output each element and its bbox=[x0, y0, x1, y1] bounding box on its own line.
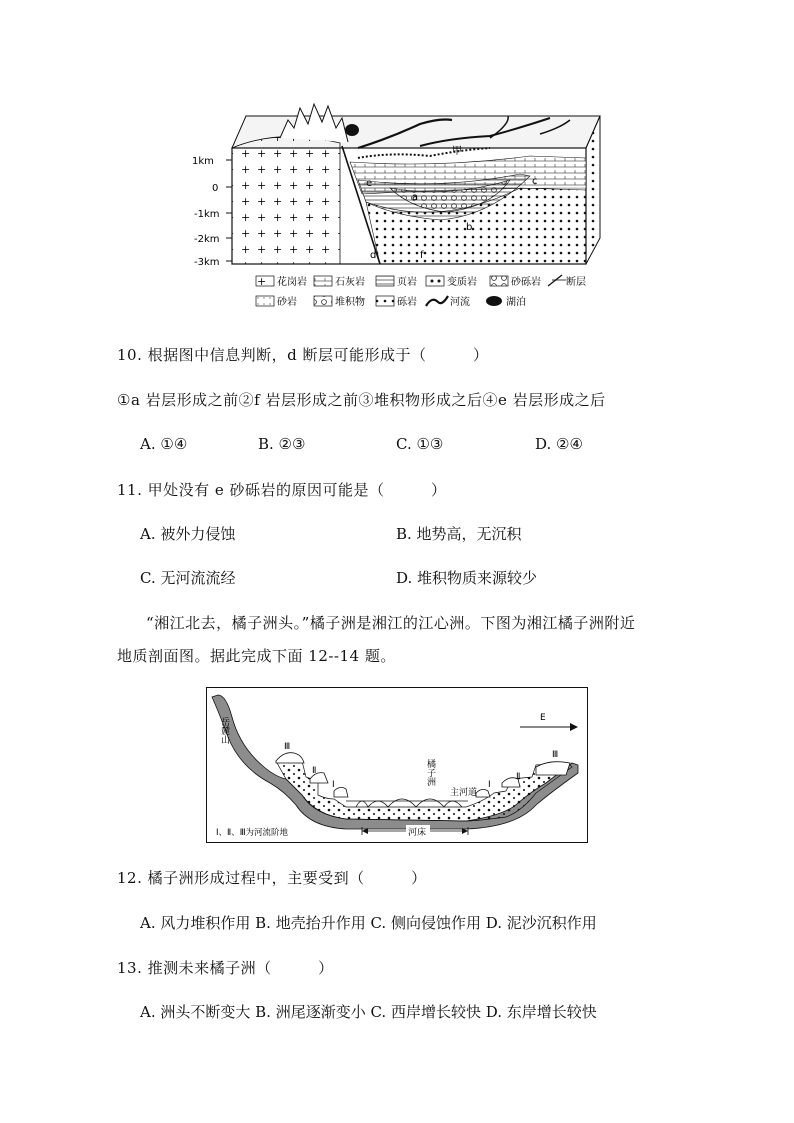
direction-label-e: E bbox=[540, 713, 546, 723]
intro-line-1: “湘江北去，橘子洲头。”橘子洲是湘江的江心洲。下图为湘江橘子洲附近 bbox=[146, 614, 636, 632]
axis-label-minus3km: -3km bbox=[194, 257, 220, 268]
q10-option-b[interactable]: B. ②③ bbox=[258, 435, 306, 453]
label-d: d bbox=[370, 250, 377, 261]
terrace-label-west-1: Ⅰ bbox=[332, 780, 335, 790]
legend-conglomerate-sandstone: 砂砾岩 bbox=[511, 277, 541, 288]
axis-label-0: 0 bbox=[212, 183, 219, 194]
axis-label-1km: 1km bbox=[192, 156, 214, 167]
axis-label-minus1km: -1km bbox=[194, 209, 220, 220]
riverbed-label: 河床 bbox=[408, 828, 427, 838]
terrace-label-west-2: Ⅱ bbox=[312, 766, 317, 776]
label-jia: 甲 bbox=[452, 146, 462, 157]
label-a: a bbox=[412, 192, 419, 203]
island-label: 橘子洲 bbox=[425, 759, 435, 786]
legend-granite: 花岗岩 bbox=[277, 277, 307, 288]
q12-options[interactable]: A. 风力堆积作用 B. 地壳抬升作用 C. 侧向侵蚀作用 D. 泥沙沉积作用 bbox=[140, 914, 597, 932]
block-body bbox=[232, 104, 600, 264]
q12-stem: 12. 橘子洲形成过程中，主要受到（ ） bbox=[117, 869, 427, 887]
river-cross-section bbox=[206, 687, 588, 843]
legend-lake: 湖泊 bbox=[506, 297, 526, 308]
terrace-label-east-1: Ⅰ bbox=[488, 780, 491, 790]
terrace-label-west-3: Ⅲ bbox=[284, 742, 291, 752]
q10-option-a[interactable]: A. ①④ bbox=[140, 435, 188, 453]
mountain-label: 岳麓山 bbox=[219, 717, 229, 744]
q10-option-c[interactable]: C. ①③ bbox=[396, 435, 444, 453]
main-channel-label: 主河道 bbox=[450, 788, 478, 798]
legend-row-2 bbox=[256, 295, 526, 308]
axis-label-minus2km: -2km bbox=[194, 234, 220, 245]
lake-shape bbox=[345, 124, 359, 136]
legend bbox=[256, 275, 586, 288]
intro-line-2: 地质剖面图。据此完成下面 12--14 题。 bbox=[117, 647, 396, 665]
q11-option-b[interactable]: B. 地势高，无沉积 bbox=[396, 525, 522, 543]
label-f: f bbox=[420, 250, 424, 261]
geology-block-diagram bbox=[190, 98, 610, 320]
q10-stem: 10. 根据图中信息判断，d 断层可能形成于（ ） bbox=[117, 346, 489, 364]
terrace-label-east-2: Ⅱ bbox=[516, 772, 521, 782]
legend-sandstone: 砂岩 bbox=[277, 297, 297, 308]
terrace-label-east-3: Ⅲ bbox=[552, 750, 559, 760]
label-b: b bbox=[466, 222, 473, 233]
legend-metamorphic: 变质岩 bbox=[447, 277, 477, 288]
elevation-axis bbox=[192, 156, 232, 268]
q11-option-c[interactable]: C. 无河流流经 bbox=[140, 569, 236, 587]
q13-options[interactable]: A. 洲头不断变大 B. 洲尾逐渐变小 C. 西岸增长较快 D. 东岸增长较快 bbox=[140, 1003, 597, 1021]
q13-stem: 13. 推测未来橘子洲（ ） bbox=[117, 959, 334, 977]
label-c: c bbox=[532, 176, 538, 187]
terrace-note: Ⅰ、Ⅱ、Ⅲ为河流阶地 bbox=[216, 828, 289, 838]
q10-statements: ①a 岩层形成之前②f 岩层形成之前③堆积物形成之后④e 岩层形成之后 bbox=[117, 391, 606, 409]
legend-limestone: 石灰岩 bbox=[335, 277, 365, 288]
label-e: e bbox=[366, 178, 373, 189]
legend-river: 河流 bbox=[450, 297, 470, 308]
q11-option-d[interactable]: D. 堆积物质来源较少 bbox=[396, 569, 538, 587]
legend-fault: 断层 bbox=[566, 277, 586, 288]
q11-option-a[interactable]: A. 被外力侵蚀 bbox=[140, 525, 236, 543]
q10-option-d[interactable]: D. ②④ bbox=[535, 435, 583, 453]
legend-breccia: 砾岩 bbox=[397, 297, 417, 308]
q11-stem: 11. 甲处没有 e 砂砾岩的原因可能是（ ） bbox=[117, 481, 447, 499]
legend-deposits: 堆积物 bbox=[335, 297, 365, 308]
legend-shale: 页岩 bbox=[397, 277, 417, 288]
